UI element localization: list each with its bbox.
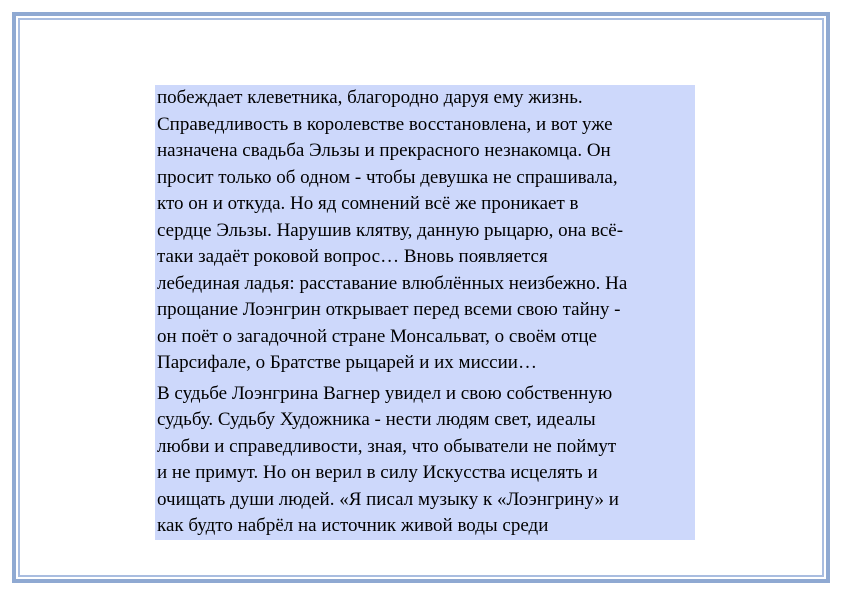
text-line: судьбу. Судьбу Художника - нести людям свет, идеалы [157, 409, 596, 430]
text-line: сердце Эльзы. Нарушив клятву, данную рыцарю, она всё- [157, 219, 624, 241]
text-line: лебединая ладья: расставание влюблённых неизбежно. На [157, 272, 628, 294]
text-line: Справедливость в королевстве восстановлена, и вот уже [157, 113, 613, 135]
text-line: очищать души людей. «Я писал музыку к «Лоэнгрину» и [157, 488, 619, 510]
text-line: прощание Лоэнгрин открывает перед всеми свою тайну - [157, 299, 621, 320]
text-line: В судьбе Лоэнгрина Вагнер увидел и свою собственную [157, 382, 613, 404]
paragraph-1 [155, 85, 695, 377]
paragraph-2 [155, 381, 695, 540]
text-line: как будто набрёл на источник живой воды среди [157, 515, 549, 536]
slide-text-block [155, 85, 695, 540]
text-line: кто он и откуда. Но яд сомнений всё же проникает в [157, 193, 579, 214]
text-line: он поёт о загадочной стране Монсальват, о своём отце [157, 325, 597, 347]
text-line: Парсифале, о Братстве рыцарей и их миссии… [157, 352, 537, 373]
text-line: назначена свадьба Эльзы и прекрасного незнакомца. Он [157, 140, 611, 161]
text-line: и не примут. Но он верил в силу Искусства исцелять и [157, 462, 598, 483]
text-line: таки задаёт роковой вопрос… Вновь появляется [157, 246, 548, 267]
text-line: любви и справедливости, зная, что обыватели не поймут [157, 435, 617, 457]
text-line: просит только об одном - чтобы девушка не спрашивала, [157, 166, 618, 188]
text-line: побеждает клеветника, благородно даруя ему жизнь. [157, 87, 583, 108]
